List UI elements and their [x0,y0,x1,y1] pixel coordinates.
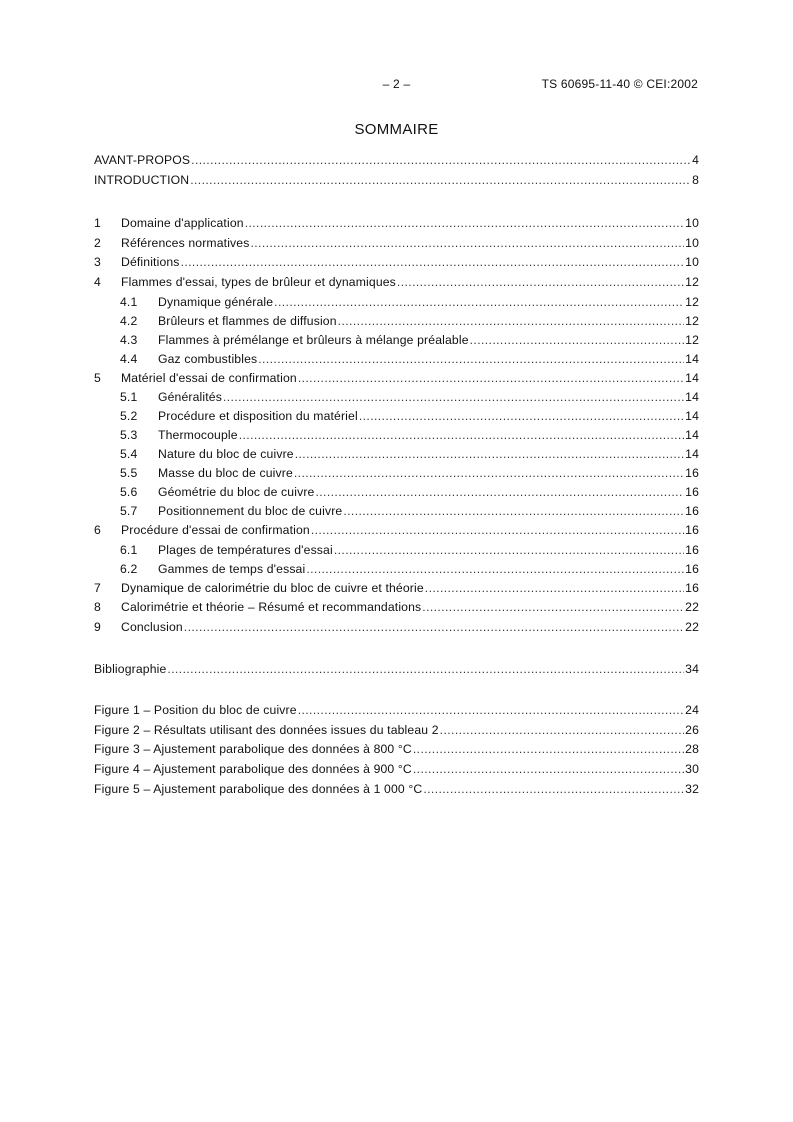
toc-entry-page: 14 [685,351,699,366]
toc-dot-leader [239,426,684,445]
toc-entry-page: 22 [685,619,699,634]
toc-entry-page: 16 [685,504,699,519]
toc-dot-leader [298,369,684,389]
toc-dot-leader [359,407,684,426]
toc-entry-label: Figure 2 – Résultats utilisant des données issues du tableau 2 [94,722,439,737]
toc-entry-page: 14 [685,428,699,443]
toc-entry-subsection[interactable] [94,312,699,331]
toc-entry-page: 4 [692,153,699,167]
toc-entry-number: 5.7 [120,504,138,519]
toc-entry-label: Positionnement du bloc de cuivre [158,504,343,519]
toc-entry-figure[interactable] [94,740,699,760]
toc-entry-section[interactable] [94,253,699,273]
toc-entry-page: 26 [685,722,699,737]
toc-dot-leader [413,760,684,780]
toc-entry-number: 4.2 [120,313,138,328]
toc-figures [94,701,699,799]
toc-entry-page: 10 [685,216,699,231]
toc-entry-number: 6.1 [120,542,138,557]
toc-entry-figure[interactable] [94,701,699,721]
toc-entry-label: Thermocouple [158,428,238,443]
toc-dot-leader [440,721,684,741]
toc-dot-leader [190,171,691,191]
toc-entry-number: 7 [94,580,101,595]
toc-entry-number: 6.2 [120,561,138,576]
toc-entry-page: 10 [685,235,699,250]
toc-entry-number: 5 [94,370,101,385]
toc-entry-page: 12 [685,274,699,289]
toc-entry-label: Figure 4 – Ajustement parabolique des données à 900 °C [94,761,412,776]
toc-dot-leader [425,579,684,599]
toc-dot-leader [245,214,684,234]
toc-entry-subsection[interactable] [94,541,699,560]
toc-dot-leader [334,541,684,560]
toc-entry-number: 2 [94,235,101,250]
toc-entry-subsection[interactable] [94,350,699,369]
toc-dot-leader [184,618,684,638]
toc-entry-label: Figure 1 – Position du bloc de cuivre [94,703,297,718]
toc-entry-label: INTRODUCTION [94,172,190,187]
toc-entry-label: Masse du bloc de cuivre [158,466,293,481]
toc-entry-label: Dynamique de calorimétrie du bloc de cuivre et théorie [121,580,424,595]
toc-entry-label: Généralités [158,390,222,405]
toc-dot-leader [422,598,684,618]
toc-dot-leader [343,502,684,521]
toc-entry-label: Conclusion [121,619,183,634]
toc-entry-page: 34 [685,661,699,676]
toc-entry-page: 24 [685,703,699,718]
toc-entry-page: 14 [685,447,699,462]
toc-entry-label: Géométrie du bloc de cuivre [158,485,315,500]
toc-dot-leader [167,660,684,680]
toc-entry-label: Définitions [121,255,180,270]
toc-entry-page: 16 [685,561,699,576]
toc-entry-page: 14 [685,390,699,405]
toc-entry-section[interactable] [94,598,699,618]
toc-entry-page: 16 [685,580,699,595]
toc-entry-number: 4 [94,274,101,289]
toc-dot-leader [298,701,684,721]
toc-dot-leader [315,483,684,502]
toc-dot-leader [223,388,684,407]
toc-entry-page: 16 [685,466,699,481]
toc-entry-number: 4.1 [120,294,138,309]
toc-dot-leader [250,234,684,254]
toc-entry-label: Procédure d'essai de confirmation [121,523,310,538]
toc-entry-section[interactable] [94,273,699,293]
toc-entry-number: 5.2 [120,409,138,424]
toc-entry-subsection[interactable] [94,388,699,407]
toc-entry-label: Dynamique générale [158,294,274,309]
toc-entry-subsection[interactable] [94,293,699,312]
toc-entry-number: 1 [94,216,101,231]
toc-entry-number: 5.6 [120,485,138,500]
toc-entry-number: 4.4 [120,351,138,366]
toc-entry-label: Références normatives [121,235,250,250]
toc-entry-number: 5.4 [120,447,138,462]
toc-entry-section[interactable] [94,234,699,254]
toc-entry-page: 14 [685,409,699,424]
toc-entry-figure[interactable] [94,780,699,800]
toc-dot-leader [181,253,685,273]
toc-entry-section[interactable] [94,579,699,599]
toc-entry-subsection[interactable] [94,407,699,426]
toc-dot-leader [294,464,684,483]
toc-dot-leader [470,331,685,350]
toc-entry-page: 12 [685,332,699,347]
toc-title: SOMMAIRE [354,121,439,138]
toc-entry-label: Flammes à prémélange et brûleurs à mélange préalable [158,332,469,347]
toc-entry-subsection[interactable] [94,483,699,502]
toc-entry-figure[interactable] [94,721,699,741]
toc-entry-label: Bibliographie [94,661,167,676]
toc-entry-number: 5.5 [120,466,138,481]
toc-entry-page: 8 [692,172,699,187]
toc-entry-number: 8 [94,600,101,615]
toc-entry-label: Flammes d'essai, types de brûleur et dynamiques [121,274,396,289]
toc-dot-leader [413,740,684,760]
toc-entry-section[interactable] [94,521,699,541]
toc-entry-label: Plages de températures d'essai [158,542,333,557]
toc-entry-subsection[interactable] [94,560,699,579]
toc-entry-label: Figure 5 – Ajustement parabolique des données à 1 000 °C [94,781,423,796]
toc-entry-page: 30 [685,761,699,776]
toc-bibliography [94,660,699,680]
toc-entry-label: Brûleurs et flammes de diffusion [158,313,337,328]
table-of-contents [94,151,699,799]
toc-entry-page: 10 [685,255,699,270]
toc-entry-label: Gaz combustibles [158,351,258,366]
toc-entry-label: Nature du bloc de cuivre [158,447,294,462]
toc-entry-front[interactable] [94,171,699,191]
toc-entry-label: Domaine d'application [121,216,244,231]
page-number: – 2 – [382,77,411,91]
toc-dot-leader [338,312,684,331]
toc-entry-page: 16 [685,523,699,538]
toc-entry-front[interactable] [94,151,699,171]
toc-entry-subsection[interactable] [94,464,699,483]
toc-entry-subsection[interactable] [94,331,699,350]
toc-entry-page: 32 [685,781,699,796]
toc-dot-leader [423,780,684,800]
toc-entry-label: Procédure et disposition du matériel [158,409,358,424]
toc-dot-leader [311,521,684,541]
toc-entry-bibliography[interactable] [94,660,699,680]
toc-dot-leader [397,273,684,293]
toc-entry-subsection[interactable] [94,502,699,521]
toc-entry-page: 12 [685,294,699,309]
toc-entry-number: 4.3 [120,332,138,347]
toc-entry-label: AVANT-PROPOS [94,153,191,167]
toc-entry-section[interactable] [94,618,699,638]
toc-entry-page: 22 [685,600,699,615]
toc-entry-section[interactable] [94,214,699,234]
document-reference: TS 60695-11-40 © CEI:2002 [541,77,698,91]
toc-front-matter [94,151,699,190]
toc-entry-page: 16 [685,542,699,557]
toc-entry-page: 12 [685,313,699,328]
toc-entry-subsection[interactable] [94,445,699,464]
toc-entry-page: 16 [685,485,699,500]
toc-dot-leader [306,560,684,579]
toc-sections [94,214,699,637]
toc-entry-number: 5.3 [120,428,138,443]
toc-entry-figure[interactable] [94,760,699,780]
toc-entry-number: 3 [94,255,101,270]
toc-entry-label: Calorimétrie et théorie – Résumé et recommandations [121,600,422,615]
toc-dot-leader [258,350,684,369]
toc-entry-section[interactable] [94,369,699,389]
toc-entry-label: Gammes de temps d'essai [158,561,306,576]
toc-entry-number: 9 [94,619,101,634]
toc-entry-label: Matériel d'essai de confirmation [121,370,297,385]
toc-entry-number: 5.1 [120,390,138,405]
toc-entry-page: 14 [685,370,699,385]
toc-entry-subsection[interactable] [94,426,699,445]
toc-dot-leader [295,445,684,464]
toc-dot-leader [274,293,684,312]
toc-entry-page: 28 [685,742,699,757]
toc-entry-label: Figure 3 – Ajustement parabolique des données à 800 °C [94,742,412,757]
toc-dot-leader [191,151,691,171]
toc-entry-number: 6 [94,523,101,538]
